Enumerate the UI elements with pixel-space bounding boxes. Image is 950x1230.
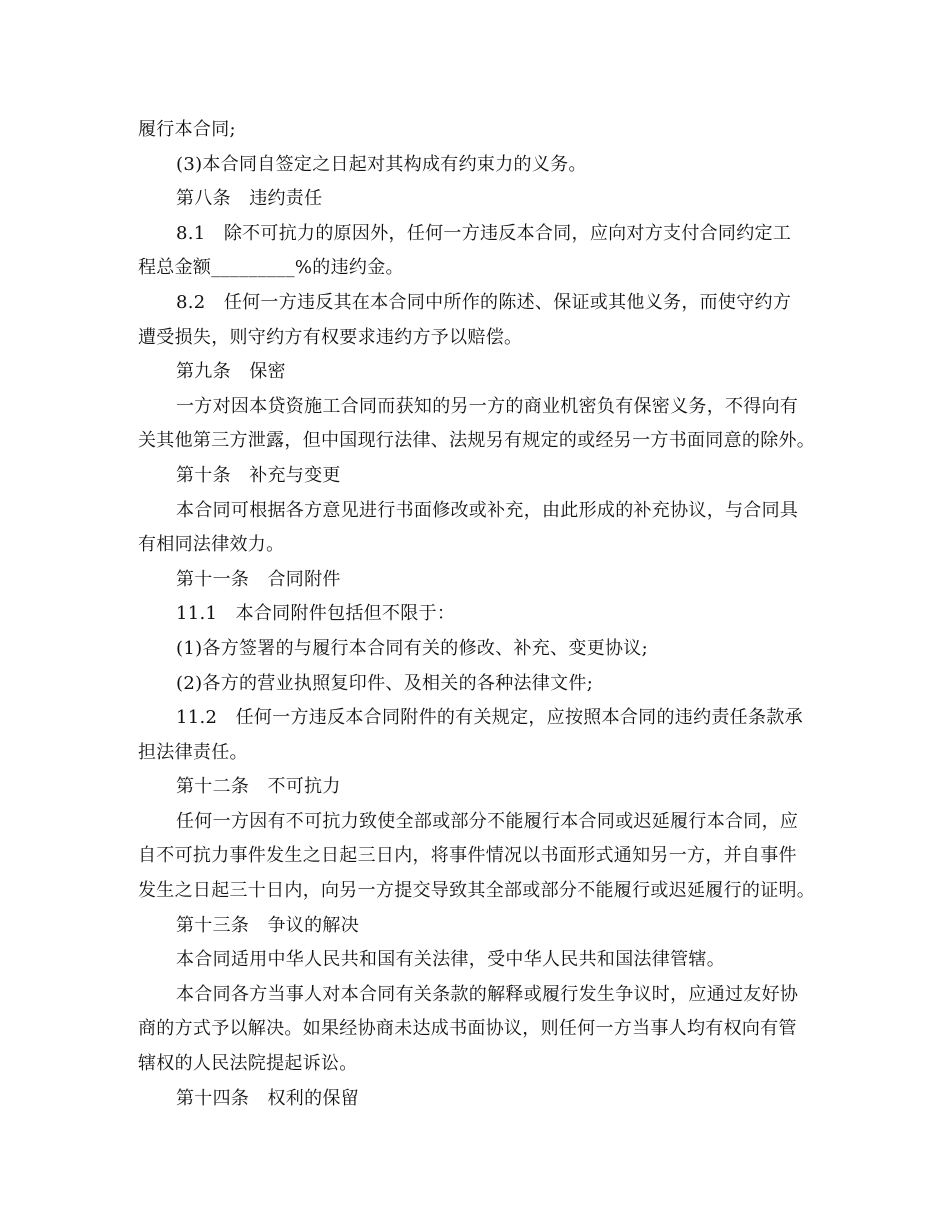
text-line: 一方对因本贷资施工合同而获知的另一方的商业机密负有保密义务，不得向有 — [176, 395, 799, 417]
text-line: 本合同可根据各方意见进行书面修改或补充，由此形成的补充协议，与合同具 — [176, 499, 799, 521]
text-line: 有相同法律效力。 — [138, 534, 285, 556]
text-line: 第十三条 争议的解决 — [176, 914, 359, 936]
text-line: 11.1 本合同附件包括但不限于： — [176, 603, 456, 625]
text-line: (1)各方签署的与履行本合同有关的修改、补充、变更协议; — [176, 637, 648, 659]
document-body — [138, 113, 818, 1116]
text-line: 第十一条 合同附件 — [176, 568, 341, 590]
text-line: 第九条 保密 — [176, 361, 286, 383]
text-line: 履行本合同; — [138, 119, 236, 140]
text-line: 第十二条 不可抗力 — [176, 776, 341, 798]
text-line: 第十四条 权利的保留 — [176, 1087, 359, 1109]
text-line: 任何一方因有不可抗力致使全部或部分不能履行本合同或迟延履行本合同，应 — [176, 810, 799, 832]
text-line: 本合同各方当事人对本合同有关条款的解释或履行发生争议时，应通过友好协 — [176, 983, 799, 1005]
text-line: 发生之日起三十日内，向另一方提交导致其全部或部分不能履行或迟延履行的证明。 — [138, 880, 816, 902]
text-line: 第十条 补充与变更 — [176, 464, 341, 486]
text-line: 8.2 任何一方违反其在本合同中所作的陈述、保证或其他义务，而使守约方 — [176, 291, 792, 313]
text-line: 遭受损失，则守约方有权要求违约方予以赔偿。 — [138, 326, 523, 348]
text-line: 担法律责任。 — [138, 741, 248, 763]
text-line: 自不可抗力事件发生之日起三日内，将事件情况以书面形式通知另一方，并自事件 — [138, 845, 797, 867]
text-line: 程总金额_________%的违约金。 — [138, 257, 404, 279]
text-line: 本合同适用中华人民共和国有关法律，受中华人民共和国法律管辖。 — [176, 949, 725, 971]
text-line: 关其他第三方泄露，但中国现行法律、法规另有规定的或经另一方书面同意的除外。 — [138, 430, 816, 452]
text-line: 第八条 违约责任 — [176, 188, 323, 210]
text-line: 11.2 任何一方违反本合同附件的有关规定，应按照本合同的违约责任条款承 — [176, 707, 803, 729]
text-line: 辖权的人民法院提起诉讼。 — [138, 1053, 358, 1075]
text-line: (3)本合同自签定之日起对其构成有约束力的义务。 — [176, 153, 587, 175]
text-line: 8.1 除不可抗力的原因外，任何一方违反本合同，应向对方支付合同约定工 — [176, 222, 792, 244]
text-line: 商的方式予以解决。如果经协商未达成书面协议，则任何一方当事人均有权向有管 — [138, 1018, 797, 1040]
text-line: (2)各方的营业执照复印件、及相关的各种法律文件; — [176, 672, 594, 694]
